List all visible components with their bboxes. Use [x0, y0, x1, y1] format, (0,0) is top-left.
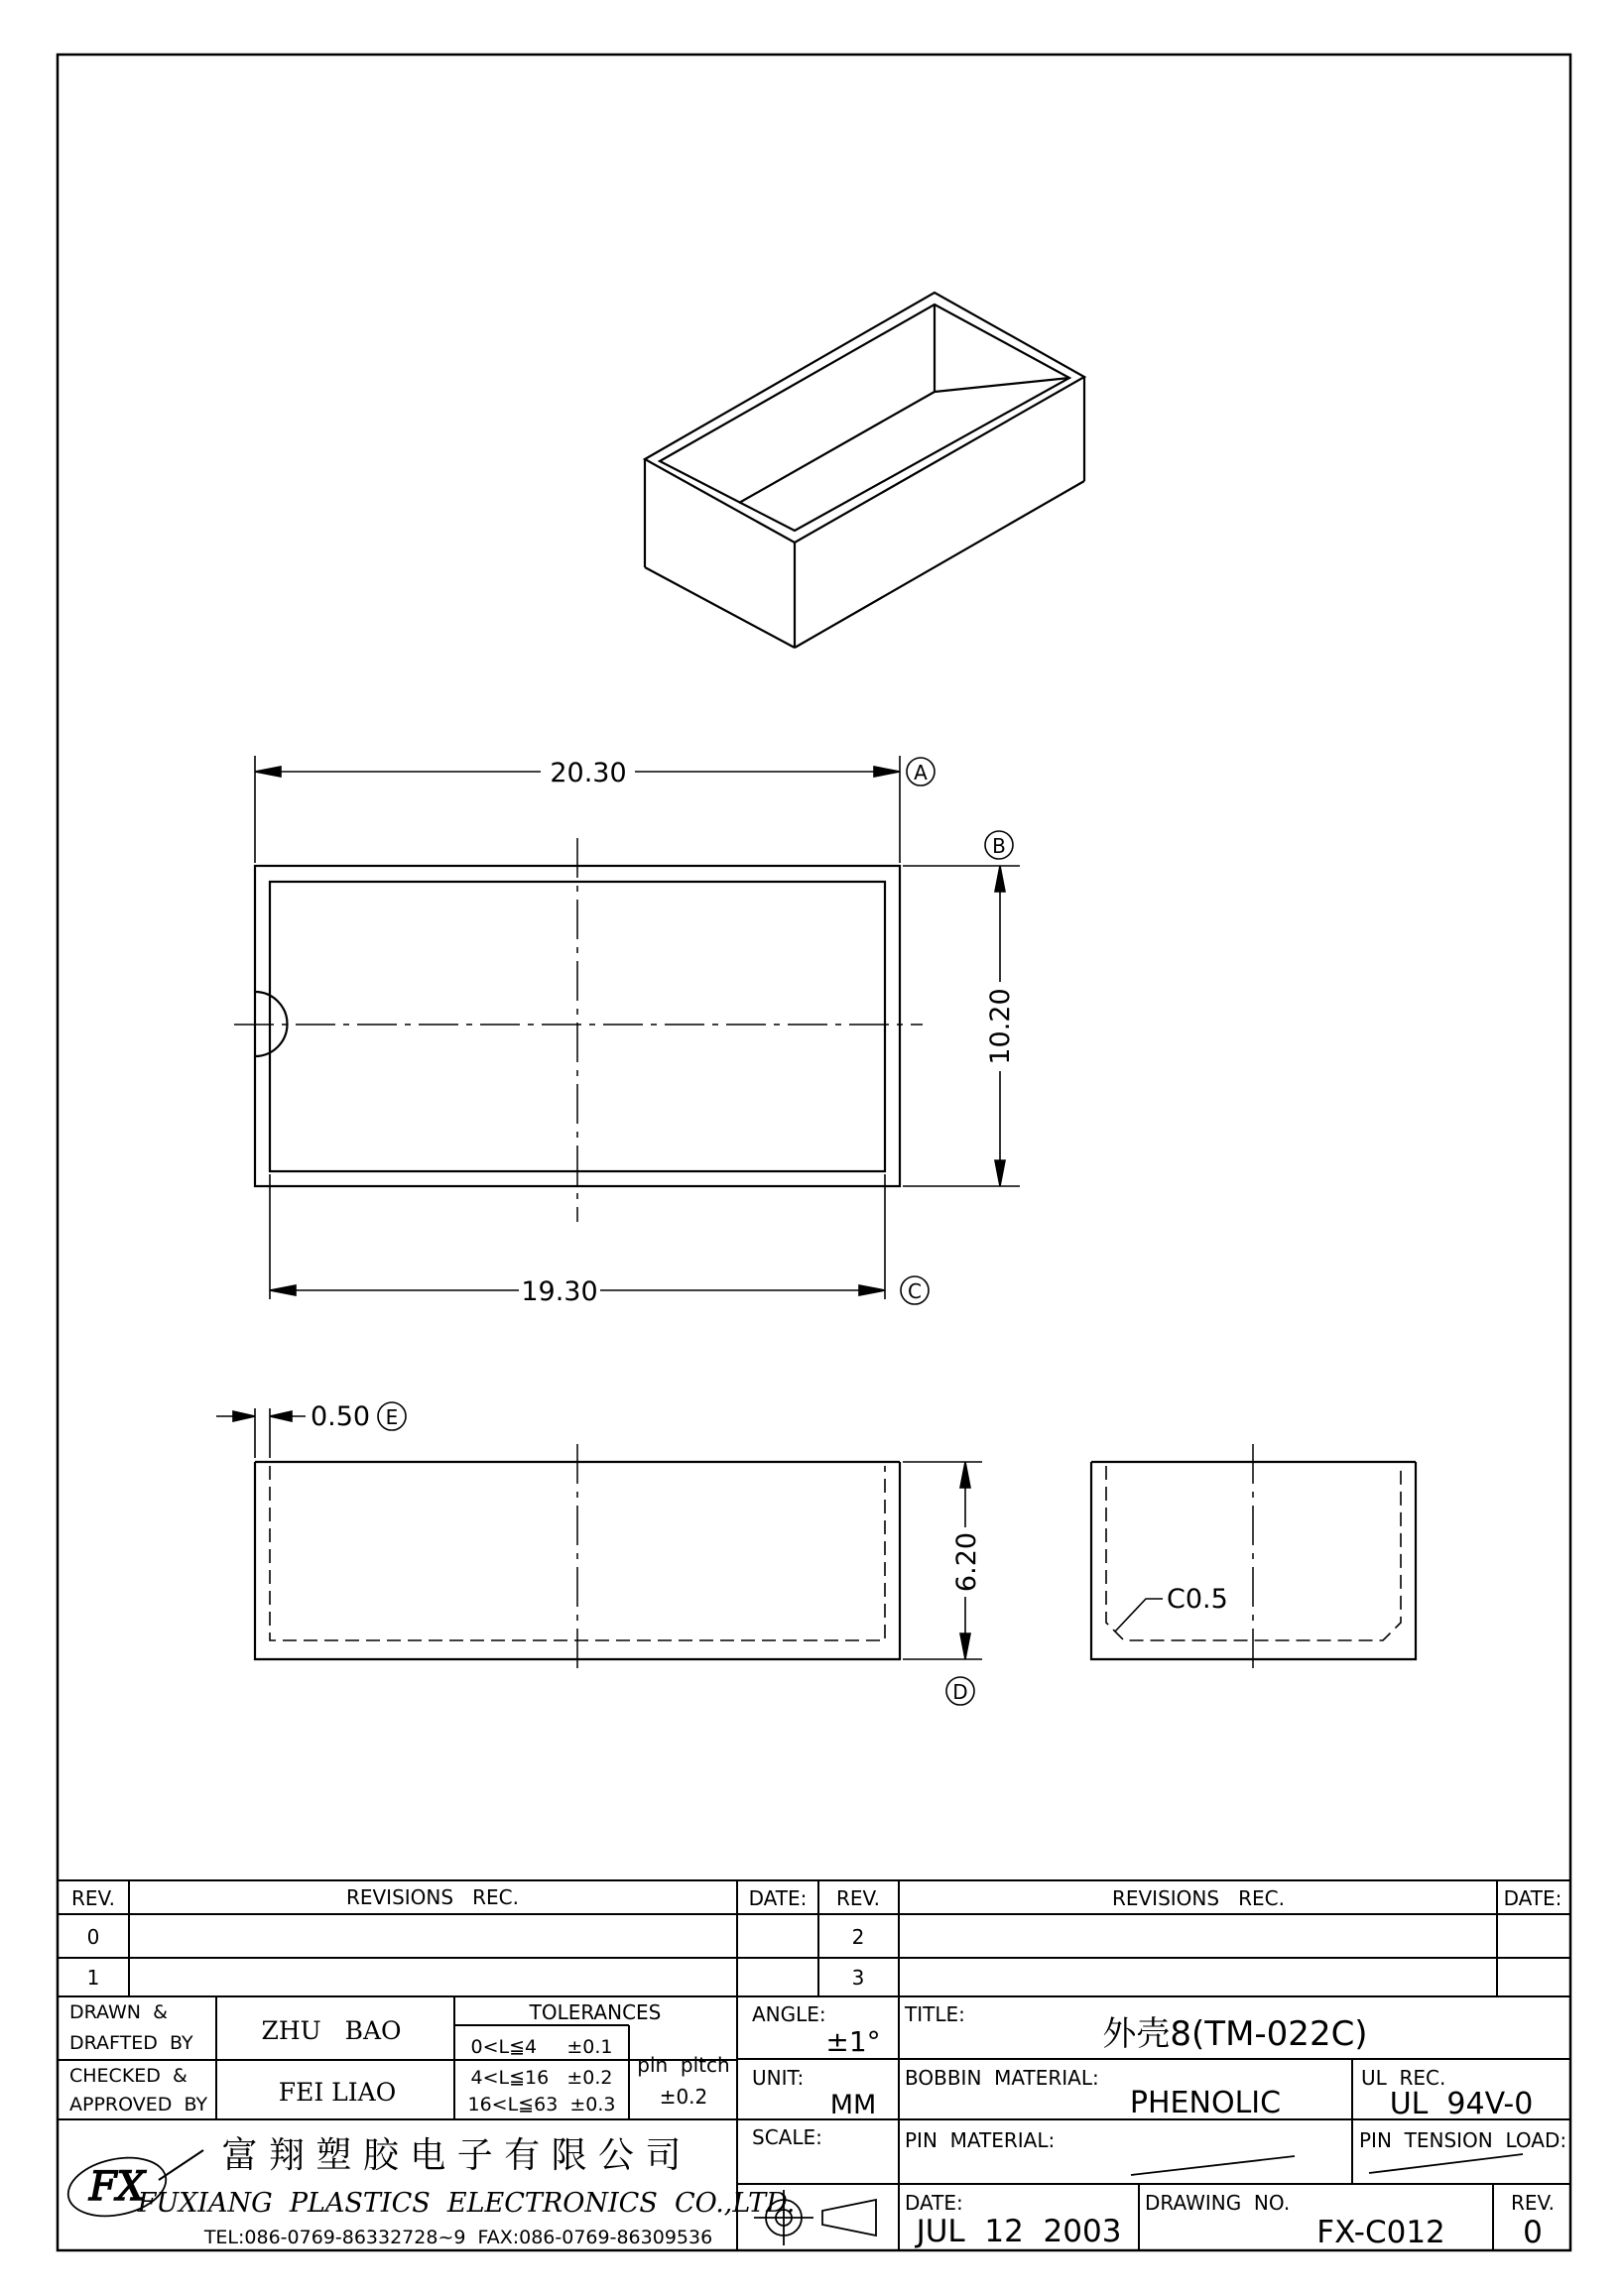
datum-c-label: C — [908, 1279, 922, 1303]
company-contact: TEL:086-0769-86332728~9 FAX:086-0769-86309536 — [203, 2227, 713, 2248]
rev-value: 0 — [1523, 2215, 1543, 2250]
drawn-label-1: DRAWN & — [69, 2001, 168, 2023]
title-label: TITLE: — [905, 2002, 965, 2026]
tolerance-3: 16<L≦63 ±0.3 — [467, 2094, 616, 2115]
tolerances-label: TOLERANCES — [529, 2000, 662, 2024]
date-header-left: DATE: — [748, 1886, 808, 1910]
rev-row-0: 0 — [86, 1925, 100, 1949]
tolerance-1: 0<L≦4 ±0.1 — [470, 2036, 613, 2058]
rev-row-2: 2 — [851, 1925, 865, 1949]
pin-pitch-value: ±0.2 — [659, 2085, 708, 2109]
checked-label-2: APPROVED BY — [69, 2094, 208, 2115]
company-name-cn: 富 翔 塑 胶 电 子 有 限 公 司 — [221, 2135, 682, 2176]
datum-e — [378, 1402, 406, 1430]
drawn-by-value: ZHU BAO — [261, 2016, 402, 2045]
datum-d — [946, 1677, 974, 1705]
datum-b-label: B — [992, 834, 1006, 858]
sheet-border — [58, 55, 1570, 2250]
drawing-no-label: DRAWING NO. — [1145, 2191, 1291, 2215]
datum-a-label: A — [914, 761, 928, 785]
bobbin-material-value: PHENOLIC — [1129, 2086, 1282, 2120]
dim-wall: 0.50 — [310, 1401, 371, 1432]
date-header-right: DATE: — [1503, 1886, 1562, 1910]
datum-c — [901, 1276, 929, 1304]
unit-label: UNIT: — [752, 2066, 805, 2090]
angle-value: ±1° — [825, 2025, 881, 2058]
pin-tension-label: PIN TENSION LOAD: — [1359, 2128, 1567, 2152]
unit-value: MM — [829, 2090, 877, 2120]
angle-label: ANGLE: — [752, 2002, 826, 2026]
datum-d-label: D — [952, 1680, 968, 1704]
date-label: DATE: — [905, 2191, 963, 2215]
pin-material-blank — [1131, 2156, 1295, 2175]
top-view-dimensions — [255, 756, 1020, 1299]
pin-tension-blank — [1369, 2154, 1523, 2173]
dim-top-width: 10.20 — [985, 988, 1016, 1065]
dim-chamfer: C0.5 — [1167, 1584, 1228, 1615]
checked-by-value: FEI LIAO — [278, 2078, 397, 2107]
pin-material-label: PIN MATERIAL: — [905, 2128, 1056, 2152]
isometric-view — [645, 293, 1084, 648]
rev-row-3: 3 — [851, 1966, 865, 1990]
rev-label: REV. — [1511, 2191, 1555, 2215]
checked-label-1: CHECKED & — [69, 2065, 187, 2087]
datum-a — [907, 758, 935, 785]
pin-pitch-label: pin pitch — [637, 2053, 730, 2077]
drawing-no-value: FX-C012 — [1316, 2215, 1445, 2250]
rev-header-left: REV. — [71, 1886, 115, 1910]
chamfer-leader — [1115, 1599, 1163, 1631]
title-value: 外壳8(TM-022C) — [1102, 2014, 1368, 2054]
rec-header-left: REVISIONS REC. — [345, 1885, 520, 1909]
scale-label: SCALE: — [752, 2125, 822, 2149]
tolerance-2: 4<L≦16 ±0.2 — [470, 2067, 613, 2089]
drawn-label-2: DRAFTED BY — [69, 2032, 193, 2054]
datum-e-label: E — [385, 1405, 399, 1429]
company-name-en: FUXIANG PLASTICS ELECTRONICS CO.,LTD. — [137, 2188, 796, 2219]
rec-header-right: REVISIONS REC. — [1111, 1886, 1286, 1910]
top-view-centerlines — [234, 838, 923, 1222]
front-view-dimensions — [216, 1408, 982, 1659]
dim-top-length: 20.30 — [550, 758, 627, 788]
ul-rec-label: UL REC. — [1361, 2066, 1446, 2090]
date-value: JUL 12 2003 — [916, 2214, 1122, 2249]
dim-bottom-length: 19.30 — [521, 1276, 598, 1307]
rev-row-1: 1 — [86, 1966, 100, 1990]
dim-height: 6.20 — [951, 1531, 982, 1593]
logo-text: FX — [88, 2164, 146, 2210]
bobbin-material-label: BOBBIN MATERIAL: — [905, 2066, 1099, 2090]
ul-rec-value: UL 94V-0 — [1389, 2087, 1534, 2121]
rev-header-right: REV. — [836, 1886, 880, 1910]
datum-b — [985, 831, 1013, 859]
